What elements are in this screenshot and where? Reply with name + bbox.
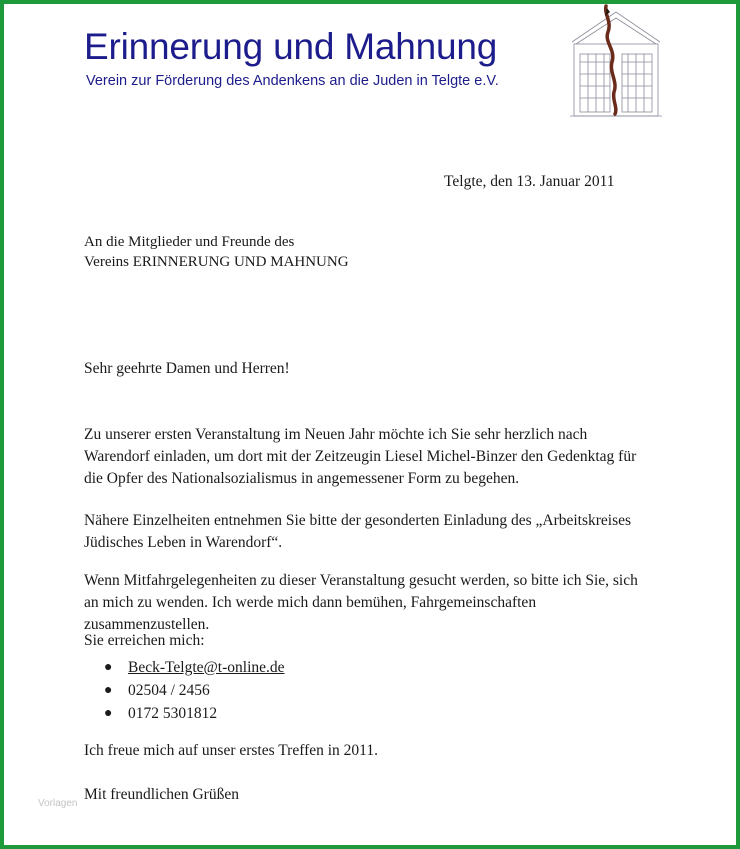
- body-paragraph-1: Zu unserer ersten Veranstaltung im Neuen Jahr möchte ich Sie sehr herzlich nach Warendorf einladen, um dort mit der Zeitzeugin Liesel Michel-Binzer den Gedenktag für die Opfer des Nationalsozialismus in angemessener Form zu begehen.: [84, 426, 637, 487]
- recipient-block: [84, 232, 349, 272]
- salutation: Sehr geehrte Damen und Herren!: [84, 360, 290, 377]
- letterhead-title: Erinnerung und Mahnung: [84, 26, 498, 67]
- body-paragraph-2: Nähere Einzelheiten entnehmen Sie bitte der gesonderten Einladung des „Arbeitskreises Jüdisches Leben in Warendorf“.: [84, 512, 632, 551]
- closing-greeting: Mit freundlichen Grüßen: [84, 786, 239, 803]
- bullet-icon: ●: [104, 706, 113, 721]
- letter-date: Telgte, den 13. Januar 2011: [444, 173, 615, 190]
- email-link[interactable]: Beck-Telgte@t-online.de: [128, 659, 285, 676]
- bullet-icon: ●: [104, 660, 113, 675]
- synagogue-logo: [566, 4, 666, 122]
- mobile-number: 0172 5301812: [128, 705, 218, 722]
- phone-number: 02504 / 2456: [128, 682, 210, 699]
- list-item: [84, 656, 285, 679]
- closing-line: Ich freue mich auf unser erstes Treffen in 2011.: [84, 742, 378, 759]
- list-item: [84, 679, 285, 702]
- bullet-icon: ●: [104, 683, 113, 698]
- list-item: [84, 702, 285, 725]
- body-paragraph-3: Wenn Mitfahrgelegenheiten zu dieser Veranstaltung gesucht werden, so bitte ich Sie, sich an mich zu wenden. Ich werde mich dann bemühen, Fahrgemeinschaften zusammenzustellen.: [84, 572, 638, 633]
- recipient-line-2: Vereins ERINNERUNG UND MAHNUNG: [84, 254, 349, 270]
- contact-list: [84, 656, 285, 725]
- letterhead-subtitle: Verein zur Förderung des Andenkens an die Juden in Telgte e.V.: [86, 73, 499, 89]
- recipient-line-1: An die Mitglieder und Freunde des: [84, 234, 295, 250]
- watermark: Vorlagen: [38, 798, 78, 809]
- contact-intro: Sie erreichen mich:: [84, 632, 205, 649]
